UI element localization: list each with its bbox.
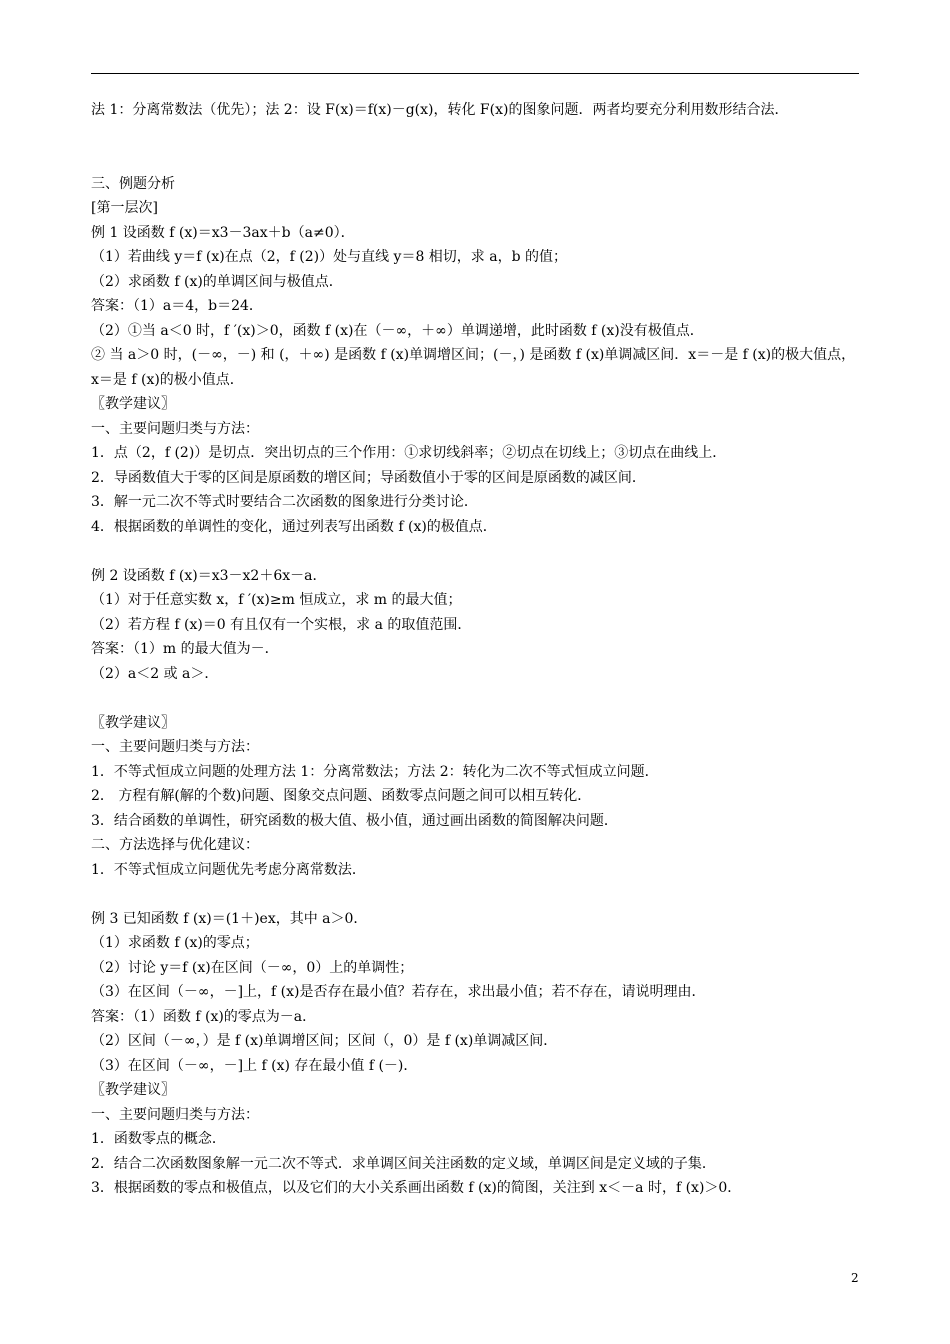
example-2-advice-title: 〖教学建议〗 [91, 714, 175, 731]
page-number: 2 [851, 1271, 859, 1285]
example-3-advice-item: 1．函数零点的概念． [91, 1131, 226, 1147]
example-1-advice-subtitle: 一、主要问题归类与方法： [91, 420, 259, 437]
example-2-statement: 例 2 设函数 f (x)＝x3－x2＋6x－a． [91, 567, 327, 584]
example-3 [91, 907, 861, 1201]
example-3-statement: 例 3 已知函数 f (x)＝(1＋)ex，其中 a＞0． [91, 910, 368, 927]
example-1-advice-title: 〖教学建议〗 [91, 396, 175, 412]
example-1-statement: 例 1 设函数 f (x)＝x3－3ax＋b（a≠0）． [91, 224, 355, 241]
example-3-question-2: （2）讨论 y＝f (x)在区间（－∞，0）上的单调性； [91, 959, 414, 976]
example-3-answer-3: （3）在区间（－∞，－]上 f (x) 存在最小值 f (－)． [91, 1057, 418, 1074]
example-2-answer-2: （2）a＜2 或 a＞． [91, 665, 219, 682]
example-1-question-2: （2）求函数 f (x)的单调区间与极值点． [91, 273, 343, 290]
example-2-advice-item: 2． 方程有解(解的个数)问题、图象交点问题、函数零点问题之间可以相互转化． [91, 788, 592, 804]
example-3-advice-item: 3．根据函数的零点和极值点，以及它们的大小关系画出函数 f (x)的简图，关注到 x＜－a 时，f (x)＞0． [91, 1180, 742, 1196]
example-2-question-1: （1）对于任意实数 x，f ′(x)≥m 恒成立，求 m 的最大值； [91, 592, 462, 608]
example-3-advice-title: 〖教学建议〗 [91, 1082, 175, 1098]
example-1-advice-item: 2．导函数值大于零的区间是原函数的增区间；导函数值小于零的区间是原函数的减区间． [91, 469, 646, 486]
example-2-advice-subtitle-2: 二、方法选择与优化建议： [91, 837, 259, 853]
example-1-advice-item: 3．解一元二次不等式时要结合二次函数的图象进行分类讨论． [91, 494, 478, 510]
document-body [91, 98, 861, 1201]
example-1-question-1: （1）若曲线 y＝f (x)在点（2，f (2)）处与直线 y＝8 相切，求 a，b 的值； [91, 249, 568, 265]
example-1-answer-3: ② 当 a＞0 时，(－∞，－) 和 (，＋∞) 是函数 f (x)单调增区间；(－，) 是函数 f (x)单调减区间．x＝－是 f (x)的极大值点，x＝是 f (x)的极小值点． [91, 347, 856, 388]
example-2 [91, 564, 861, 883]
example-3-advice-item: 2．结合二次函数图象解一元二次不等式．求单调区间关注函数的定义域，单调区间是定义域的子集． [91, 1155, 716, 1172]
header-rule [91, 73, 859, 74]
example-1 [91, 221, 861, 540]
level-label: [第一层次] [91, 200, 158, 216]
example-2-advice-subtitle-1: 一、主要问题归类与方法： [91, 739, 259, 755]
example-3-question-1: （1）求函数 f (x)的零点； [91, 935, 259, 951]
example-2-advice-item: 3．结合函数的单调性，研究函数的极大值、极小值，通过画出函数的简图解决问题． [91, 812, 618, 829]
example-2-answer-1: 答案：（1）m 的最大值为－． [91, 641, 279, 657]
section-title: 三、例题分析 [91, 175, 175, 192]
example-1-answer-1: 答案：（1）a＝4，b＝24． [91, 298, 263, 314]
example-1-advice-item: 4．根据函数的单调性的变化，通过列表写出函数 f (x)的极值点． [91, 518, 497, 535]
example-2-advice-item: 1．不等式恒成立问题的处理方法 1：分离常数法；方法 2：转化为二次不等式恒成立问题． [91, 763, 659, 780]
example-2-question-2: （2）若方程 f (x)＝0 有且仅有一个实根，求 a 的取值范围． [91, 616, 472, 633]
example-1-advice-item: 1．点（2，f (2)）是切点．突出切点的三个作用：①求切线斜率；②切点在切线上；③切点在曲线上． [91, 445, 727, 461]
intro-paragraph: 法 1：分离常数法（优先）；法 2：设 F(x)＝f(x)－g(x)，转化 F(x)的图象问题．两者均要充分利用数形结合法． [91, 102, 789, 118]
example-3-question-3: （3）在区间（－∞，－]上，f (x)是否存在最小值？若存在，求出最小值；若不存在，请说明理由． [91, 984, 706, 1000]
example-3-advice-subtitle: 一、主要问题归类与方法： [91, 1106, 259, 1123]
example-3-answer-1: 答案：（1）函数 f (x)的零点为－a． [91, 1008, 317, 1025]
example-3-answer-2: （2）区间（－∞，）是 f (x)单调增区间；区间（，0）是 f (x)单调减区间． [91, 1033, 558, 1049]
example-2-advice-item: 1．不等式恒成立问题优先考虑分离常数法． [91, 861, 366, 878]
example-1-answer-2: （2）①当 a＜0 时，f ′(x)＞0，函数 f (x)在（－∞，＋∞）单调递增，此时函数 f (x)没有极值点． [91, 322, 704, 339]
